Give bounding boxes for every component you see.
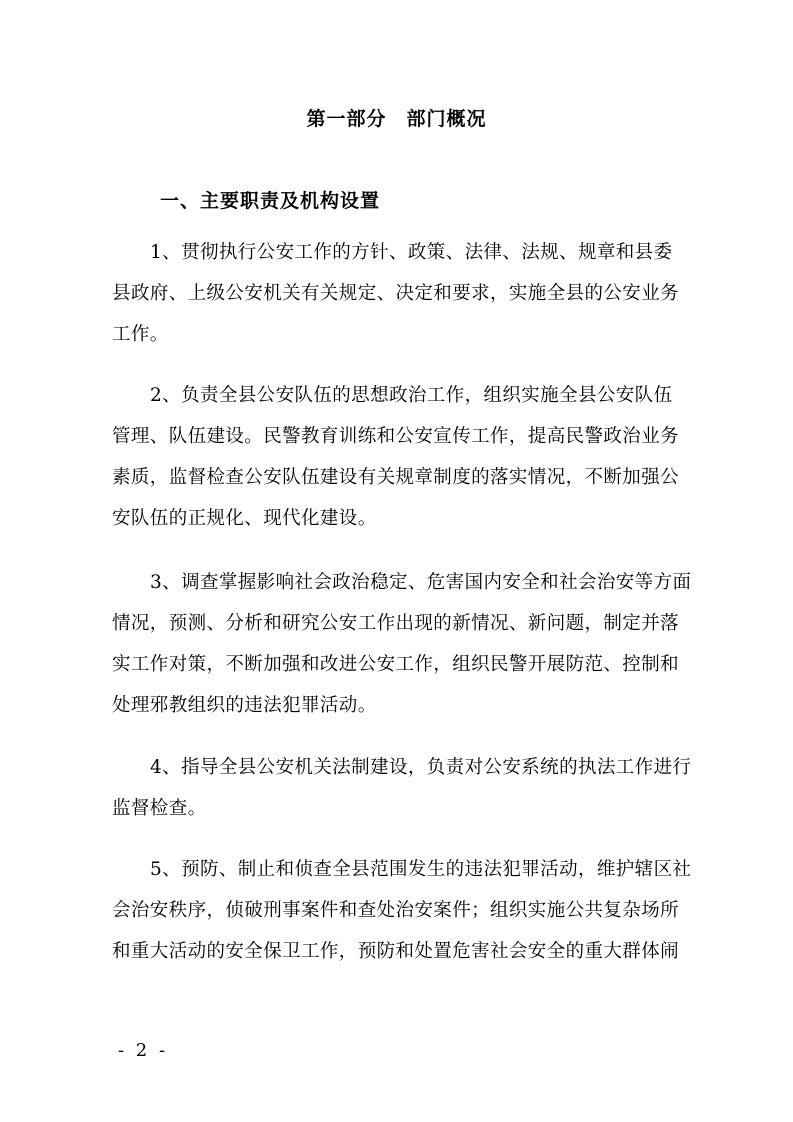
paragraph-line: 2、负责全县公安队伍的思想政治工作，组织实施全县公安队伍: [150, 385, 673, 406]
paragraph-line: 和重大活动的安全保卫工作，预防和处置危害社会安全的重大群体闹: [112, 941, 680, 962]
page-title: 第一部分 部门概况: [306, 108, 487, 130]
paragraph-line: 1、贯彻执行公安工作的方针、政策、法律、法规、规章和县委: [150, 242, 673, 263]
page-number: - 2 -: [118, 1040, 169, 1061]
paragraph-line: 情况，预测、分析和研究公安工作出现的新情况、新问题，制定并落: [112, 613, 680, 634]
section-heading: 一、主要职责及机构设置: [160, 190, 381, 212]
paragraph-line: 工作。: [112, 324, 169, 345]
paragraph-line: 5、预防、制止和侦查全县范围发生的违法犯罪活动，维护辖区社: [150, 859, 692, 880]
paragraph-line: 管理、队伍建设。民警教育训练和公安宣传工作，提高民警政治业务: [112, 426, 680, 447]
paragraph-1: [112, 232, 692, 355]
paragraph-line: 监督检查。: [112, 798, 207, 819]
paragraph-line: 实工作对策，不断加强和改进公安工作，组织民警开展防范、控制和: [112, 654, 680, 675]
paragraph-line: 会治安秩序，侦破刑事案件和查处治安案件；组织实施公共复杂场所: [112, 900, 680, 921]
paragraph-line: 3、调查掌握影响社会政治稳定、危害国内安全和社会治安等方面: [150, 572, 692, 593]
paragraph-line: 安队伍的正规化、现代化建设。: [112, 508, 377, 529]
paragraph-5: [112, 849, 692, 972]
paragraph-3: [112, 562, 692, 726]
paragraph-line: 4、指导全县公安机关法制建设，负责对公安系统的执法工作进行: [150, 757, 692, 778]
paragraph-line: 处理邪教组织的违法犯罪活动。: [112, 695, 377, 716]
paragraph-4: [112, 747, 692, 829]
paragraph-2: [112, 375, 692, 539]
paragraph-line: 素质，监督检查公安队伍建设有关规章制度的落实情况，不断加强公: [112, 467, 680, 488]
paragraph-line: 县政府、上级公安机关有关规定、决定和要求，实施全县的公安业务: [112, 283, 680, 304]
